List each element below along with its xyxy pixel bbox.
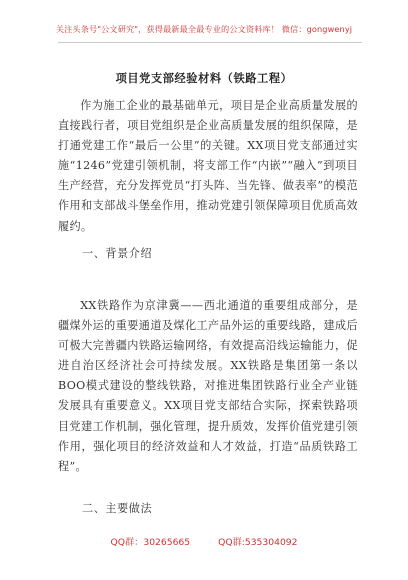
header-divider: [58, 42, 362, 43]
footer-contact: [0, 534, 408, 548]
footer-qq-group-1: QQ群：30265665: [110, 537, 191, 548]
background-paragraph: XX铁路作为京津冀——西北通道的重要组成部分，是疆煤外运的重要通道及煤化工产品外运的重要线路，建成后可极大完善疆内铁路运输网络，有效提高沿线运输能力，促进自治区经济社会可持续发展。XX铁路是集团第一条以BOO模式建设的整线铁路，对推进集团铁路行业全产业链发展具有重要意义。XX项目党支部结合实际，探索铁路项目党建工作机制，强化管理，提升质效，发挥价值党建引领作用，强化项目的经济效益和人才效益，打造“品质铁路工程”。: [58, 299, 358, 473]
intro-paragraph: 作为施工企业的最基础单元，项目是企业高质量发展的直接践行者，项目党组织是企业高质量发展的组织保障，是打通党建工作“最后一公里”的关键。XX项目党支部通过实施“1246”党建引领机制，将支部工作“内嵌”“融入”到项目生产经营，充分发挥党员“打头阵、当先锋、做表率”的模范作用和支部战斗堡垒作用，推动党建引领保障项目优质高效履约。: [58, 99, 358, 233]
section-heading-background: 一、背景介绍: [82, 247, 153, 260]
header-banner: 关注头条号"公文研究"，获得最新最全最专业的公文资料库！ 微信：gongwenyj: [55, 24, 353, 34]
document-title: 项目党支部经验材料（铁路工程）: [115, 72, 293, 85]
footer-qq-group-2: QQ群:535304092: [218, 537, 298, 548]
section-heading-main-practices: 二、主要做法: [82, 502, 153, 515]
